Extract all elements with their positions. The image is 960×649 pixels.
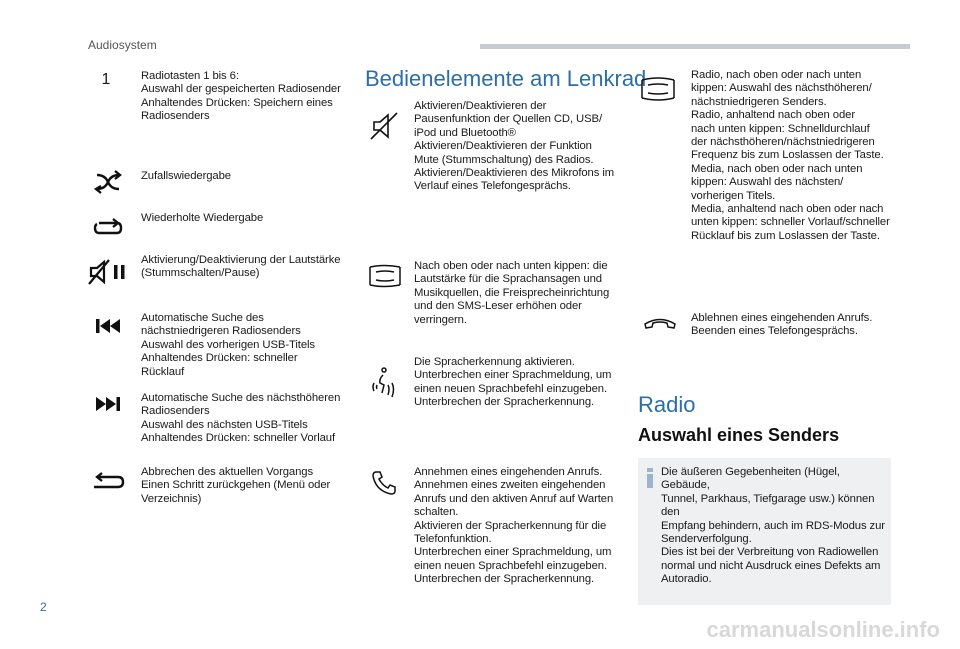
entry-text: Automatische Suche des nächstniedrigeren Radiosenders Auswahl des vorherigen USB-Titels Anhaltendes Drücken: schneller Rücklauf	[141, 312, 315, 378]
voice-command-icon	[365, 362, 405, 402]
entry-text: Zufallswiedergabe	[141, 170, 231, 182]
entry-text: Aktivierung/Deaktivierung der Lautstärke (Stummschalten/Pause)	[141, 254, 341, 280]
section-title-radio: Radio	[638, 392, 696, 417]
entry-text: Die Spracherkennung aktivieren. Unterbrechen einer Sprachmeldung, um einen neuen Sprachbefehl einzugeben. Unterbrechen der Spracherkennung.	[414, 356, 612, 409]
entry-text: Radio, nach oben oder nach unten kippen: Auswahl des nächsthöheren/ nächstniedrigeren Senders. Radio, anhaltend nach oben oder nach unten kippen: Schnelldurchlauf der nächsthöheren/nächstniedrigeren Frequenz bis zum Loslassen der Taste. Media, nach oben oder nach unten kippen: Auswahl des nächsten/ vorherigen Titels. Media, anhaltend nach oben oder nach unten kippen: schneller Vorlauf/schneller Rücklauf bis zum Loslassen der Taste.	[691, 69, 890, 242]
phone-answer-icon	[365, 462, 405, 502]
scroll-wheel-icon	[638, 69, 678, 109]
info-text: Die äußeren Gegebenheiten (Hügel, Gebäude, Tunnel, Parkhaus, Tiefgarage usw.) können den Empfang behindern, auch im RDS-Modus zur Senderverfolgung. Dies ist bei der Verbreitung von Radiowellen normal und nicht Ausdruck eines Defekts am Autoradio.	[661, 466, 885, 586]
volume-wheel-icon	[365, 256, 405, 296]
watermark-text: carmanualsonline.info	[706, 617, 940, 642]
entry-text: Abbrechen des aktuellen Vorgangs Einen Schritt zurückgehen (Menü oder Verzeichnis)	[141, 466, 331, 505]
repeat-icon	[88, 208, 128, 248]
next-track-icon	[88, 384, 128, 424]
entry-text: Wiederholte Wiedergabe	[141, 212, 264, 224]
entry-text: Radiotasten 1 bis 6: Auswahl der gespeicherten Radiosender Anhaltendes Drücken: Speichern eines Radiosenders	[141, 70, 341, 123]
entry-text: Nach oben oder nach unten kippen: die Lautstärke für die Sprachansagen und Musikquellen, die Freisprecheinrichtung und den SMS-Leser erhöhen oder verringern.	[414, 260, 610, 326]
info-box	[638, 458, 891, 605]
entry-text: Ablehnen eines eingehenden Anrufs. Beenden eines Telefongesprächs.	[691, 312, 873, 338]
entry-text: Aktivieren/Deaktivieren der Pausenfunktion der Quellen CD, USB/ iPod und Bluetooth® Aktivieren/Deaktivieren der Funktion Mute (Stummschaltung) des Radios. Aktivieren/Deaktivieren des Mikrofons im Verlauf eines Telefongesprächs.	[414, 100, 615, 193]
entry-text: Automatische Suche des nächsthöheren Radiosenders Auswahl des nächsten USB-Titels Anhaltendes Drücken: schneller Vorlauf	[141, 392, 341, 445]
section-title: Bedienelemente am Lenkrad	[365, 66, 647, 91]
mute-icon	[365, 106, 405, 146]
previous-track-icon	[88, 306, 128, 346]
digit-one-icon: 1	[101, 71, 111, 88]
phone-hangup-icon	[640, 306, 680, 346]
info-icon	[647, 468, 653, 488]
entry-text: Annehmen eines eingehenden Anrufs. Annehmen eines zweiten eingehenden Anrufs und den aktiven Anruf auf Warten schalten. Aktivieren der Spracherkennung für die Telefonfunktion. Unterbrechen einer Sprachmeldung, um einen neuen Sprachbefehl einzugeben. Unterbrechen der Spracherkennung.	[414, 466, 614, 586]
back-icon	[88, 462, 128, 502]
shuffle-icon	[88, 162, 128, 202]
header-bar	[480, 44, 910, 49]
mute-pause-icon	[86, 252, 130, 292]
sub-title: Auswahl eines Senders	[638, 425, 840, 445]
page-number: 2	[40, 600, 47, 614]
header-title: Audiosystem	[88, 38, 157, 52]
